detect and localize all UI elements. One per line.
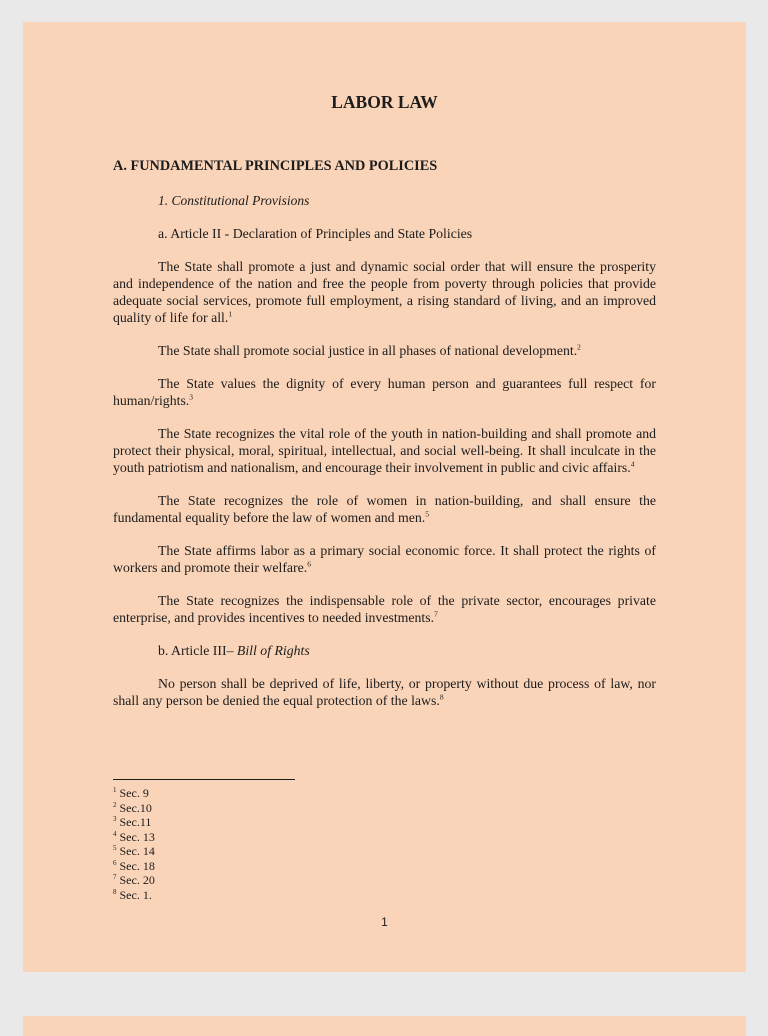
- paragraph-text: The State shall promote a just and dynamic social order that will ensure the prosperity and independence of the nation and free the people from poverty through policies that provide adequate social services, promote full employment, a rising standard of living, and an improved quality of life for all.: [113, 259, 656, 325]
- footnote: [113, 859, 413, 874]
- document-page: [23, 22, 746, 972]
- footnote-ref[interactable]: 1: [228, 309, 233, 319]
- footnote: [113, 801, 413, 816]
- article-3-heading-prefix: b. Article III–: [158, 643, 237, 658]
- footnote: [113, 786, 413, 801]
- page-content: [113, 91, 656, 709]
- paragraph-text: The State affirms labor as a primary social economic force. It shall protect the rights of workers and promote their welfare.: [113, 543, 656, 575]
- footnote-ref[interactable]: 5: [425, 509, 429, 519]
- paragraph-text: The State recognizes the indispensable role of the private sector, encourages private enterprise, and provides incentives to needed investments.: [113, 593, 656, 625]
- footnote-text: Sec.11: [119, 815, 152, 829]
- article-3-heading-title: Bill of Rights: [236, 643, 310, 658]
- article-3-heading: [158, 642, 656, 659]
- footnote-ref[interactable]: 8: [439, 692, 444, 702]
- footnote: [113, 844, 413, 859]
- subsection-heading: 1. Constitutional Provisions: [158, 193, 310, 208]
- footnote-text: Sec. 14: [119, 844, 155, 858]
- footnote-text: Sec. 1.: [119, 887, 152, 902]
- paragraph: [113, 492, 656, 526]
- paragraph: [113, 592, 656, 626]
- footnote-ref[interactable]: 3: [189, 392, 194, 402]
- paragraph-text: The State recognizes the vital role of the youth in nation-building and shall promote and protect their physical, moral, spiritual, intellectual, and social well-being. It shall inculcate in the youth patriotism and nationalism, and encourage their involvement in public and civic affairs.: [113, 426, 656, 475]
- footnote-ref[interactable]: 6: [307, 559, 311, 569]
- footnote-number: 3: [113, 815, 117, 823]
- article-2-heading: a. Article II - Declaration of Principles and State Policies: [158, 226, 473, 241]
- paragraph: [113, 675, 656, 709]
- footnote-ref[interactable]: 4: [630, 459, 635, 469]
- footnote-number: 5: [113, 844, 117, 852]
- paragraph-text: The State shall promote social justice in all phases of national development.: [158, 343, 578, 358]
- paragraph: [113, 258, 656, 326]
- section-heading: A. FUNDAMENTAL PRINCIPLES AND POLICIES: [113, 158, 438, 174]
- paragraph: [113, 342, 656, 359]
- footnote-text: Sec. 13: [119, 829, 155, 844]
- footnote-number: 7: [113, 873, 117, 881]
- paragraph-text: The State recognizes the role of women in nation-building, and shall ensure the fundamental equality before the law of women and men.: [113, 493, 656, 525]
- footnote: [113, 888, 413, 903]
- footnote-ref[interactable]: 2: [577, 342, 581, 352]
- paragraph-text: No person shall be deprived of life, liberty, or property without due process of law, nor shall any person be denied the equal protection of the laws.: [113, 676, 656, 708]
- footnote-number: 1: [113, 786, 117, 794]
- footnote: [113, 873, 413, 888]
- paragraph: [113, 425, 656, 476]
- next-page-edge: [23, 1016, 746, 1036]
- footnote-ref[interactable]: 7: [434, 609, 438, 619]
- paragraph-text: The State values the dignity of every human person and guarantees full respect for human/rights.: [113, 376, 656, 408]
- footnote-text: Sec. 20: [119, 873, 155, 887]
- footnote-number: 6: [113, 858, 117, 867]
- document-title: LABOR LAW: [331, 92, 438, 112]
- footnote: [113, 830, 413, 845]
- paragraph: [113, 375, 656, 409]
- footnote-number: 8: [113, 887, 117, 896]
- footnote-text: Sec. 9: [119, 786, 149, 800]
- footnotes: [113, 786, 413, 902]
- footnote-divider: [113, 779, 295, 780]
- footnote-number: 4: [113, 829, 117, 838]
- footnote: [113, 815, 413, 830]
- paragraph: [113, 542, 656, 576]
- page-number: 1: [381, 915, 388, 929]
- footnote-number: 2: [113, 800, 117, 809]
- footnote-text: Sec.10: [119, 800, 152, 815]
- footnote-text: Sec. 18: [119, 858, 155, 873]
